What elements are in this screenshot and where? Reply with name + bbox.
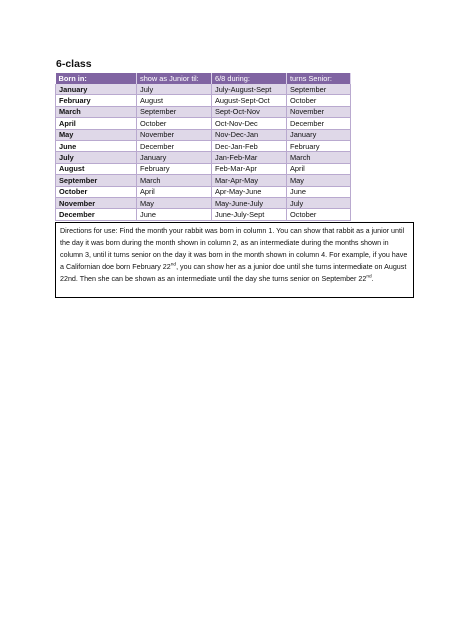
- cell-turns-senior: April: [287, 163, 351, 174]
- table-row: [56, 197, 351, 208]
- cell-intermediate-during: August-Sept-Oct: [212, 95, 287, 106]
- directions-text-2: , you can show her as a junior doe until she turns intermediate on August 22nd. Then she can be shown as an intermediate until the day she turns senior on September 22: [60, 262, 407, 283]
- table-row: [56, 118, 351, 129]
- cell-junior-until: February: [137, 163, 212, 174]
- page-heading: 6-class: [56, 58, 92, 70]
- cell-intermediate-during: Feb-Mar-Apr: [212, 163, 287, 174]
- cell-junior-until: November: [137, 129, 212, 140]
- table-row: [56, 84, 351, 95]
- cell-born-in: September: [56, 175, 137, 186]
- cell-turns-senior: February: [287, 140, 351, 151]
- directions-sup-1: nd: [170, 262, 177, 268]
- cell-intermediate-during: July-August-Sept: [212, 84, 287, 95]
- directions-text-3: .: [371, 274, 374, 283]
- cell-born-in: August: [56, 163, 137, 174]
- header-turns-senior: turns Senior:: [287, 73, 351, 84]
- table-row: [56, 95, 351, 106]
- cell-turns-senior: March: [287, 152, 351, 163]
- cell-born-in: February: [56, 95, 137, 106]
- cell-born-in: April: [56, 118, 137, 129]
- table-row: [56, 209, 351, 220]
- cell-junior-until: January: [137, 152, 212, 163]
- cell-turns-senior: September: [287, 84, 351, 95]
- cell-junior-until: September: [137, 106, 212, 117]
- cell-junior-until: December: [137, 140, 212, 151]
- cell-junior-until: August: [137, 95, 212, 106]
- cell-born-in: October: [56, 186, 137, 197]
- cell-born-in: March: [56, 106, 137, 117]
- header-born-in: Born in:: [56, 73, 137, 84]
- cell-born-in: November: [56, 197, 137, 208]
- table-row: [56, 140, 351, 151]
- cell-turns-senior: November: [287, 106, 351, 117]
- cell-intermediate-during: Nov-Dec-Jan: [212, 129, 287, 140]
- table-row: [56, 175, 351, 186]
- cell-intermediate-during: Mar-Apr-May: [212, 175, 287, 186]
- directions-box: [55, 222, 414, 298]
- cell-intermediate-during: Dec-Jan-Feb: [212, 140, 287, 151]
- directions-sup-2: nd: [366, 274, 372, 280]
- cell-junior-until: April: [137, 186, 212, 197]
- directions-text-1: Directions for use: Find the month your rabbit was born in column 1. You can show that rabbit as a junior until the day it was born during the month shown in column 2, as an intermediate during the months shown in column 3, until it turns senior on the day it was born in the month shown in column 4. For example, if you have a Californian doe born February 22: [60, 227, 408, 271]
- cell-turns-senior: June: [287, 186, 351, 197]
- cell-turns-senior: May: [287, 175, 351, 186]
- cell-turns-senior: January: [287, 129, 351, 140]
- table-header-row: [56, 73, 351, 84]
- cell-junior-until: May: [137, 197, 212, 208]
- cell-intermediate-during: May-June-July: [212, 197, 287, 208]
- cell-intermediate-during: Sept-Oct-Nov: [212, 106, 287, 117]
- cell-intermediate-during: Jan-Feb-Mar: [212, 152, 287, 163]
- table-row: [56, 106, 351, 117]
- cell-intermediate-during: Apr-May-June: [212, 186, 287, 197]
- header-junior-until: show as Junior til:: [137, 73, 212, 84]
- cell-turns-senior: July: [287, 197, 351, 208]
- cell-born-in: December: [56, 209, 137, 220]
- cell-turns-senior: October: [287, 95, 351, 106]
- header-intermediate-during: 6/8 during:: [212, 73, 287, 84]
- table-row: [56, 129, 351, 140]
- table-row: [56, 186, 351, 197]
- cell-turns-senior: December: [287, 118, 351, 129]
- cell-intermediate-during: Oct-Nov-Dec: [212, 118, 287, 129]
- cell-junior-until: July: [137, 84, 212, 95]
- table-row: [56, 163, 351, 174]
- cell-born-in: May: [56, 129, 137, 140]
- age-class-table: [55, 73, 351, 221]
- cell-born-in: July: [56, 152, 137, 163]
- cell-born-in: June: [56, 140, 137, 151]
- cell-junior-until: October: [137, 118, 212, 129]
- cell-junior-until: June: [137, 209, 212, 220]
- table-row: [56, 152, 351, 163]
- cell-born-in: January: [56, 84, 137, 95]
- table-body: [56, 84, 351, 220]
- cell-turns-senior: October: [287, 209, 351, 220]
- cell-junior-until: March: [137, 175, 212, 186]
- cell-intermediate-during: June-July-Sept: [212, 209, 287, 220]
